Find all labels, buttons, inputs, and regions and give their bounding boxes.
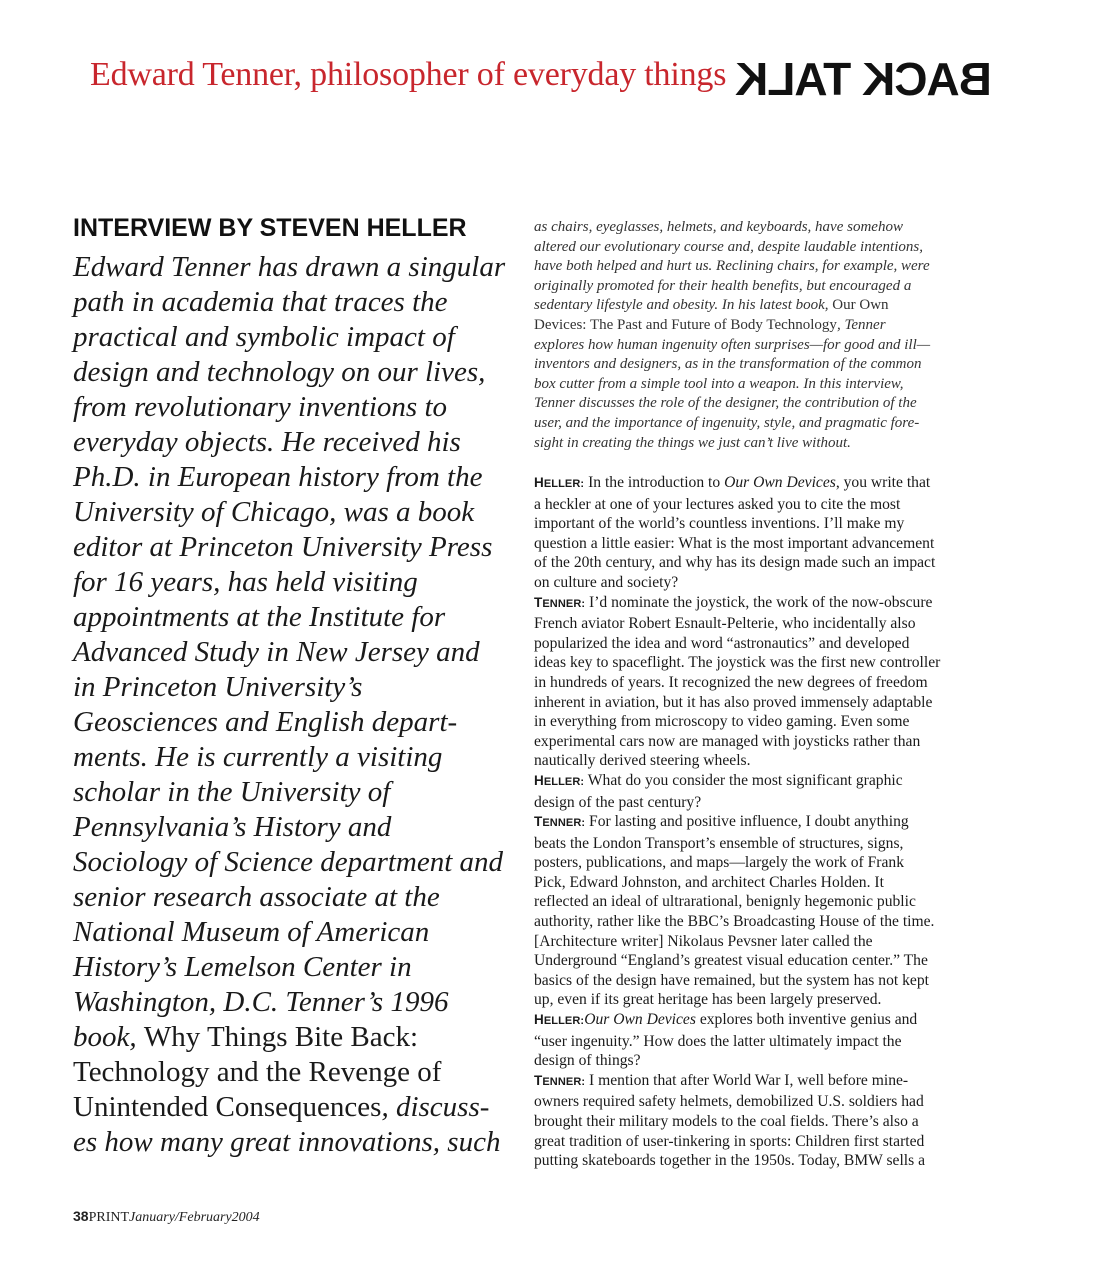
body-line [534, 473, 974, 495]
intro-text-italic: book, [73, 1021, 144, 1053]
deck-paragraph [534, 218, 969, 453]
intro-line: Pennsylvania’s History and [73, 811, 392, 843]
deck-line: explores how human ingenuity often surprises—for good and ill— [534, 336, 931, 353]
deck-line: user, and the importance of ingenuity, style, and pragmatic fore- [534, 414, 920, 431]
book-title: Unintended Consequences [73, 1091, 382, 1123]
heller-label [534, 1012, 585, 1028]
deck-line [534, 316, 969, 336]
body-line: of the 20th century, and why has its design made such an impact [534, 554, 936, 572]
deck-line: sight in creating the things we just can’t live without. [534, 434, 851, 451]
body-line: reflected an ideal of ultrarational, benignly hegemonic public [534, 893, 916, 911]
body-line: nautically derived steering wheels. [534, 752, 751, 770]
body-line: up, even if its great heritage has been largely preserved. [534, 991, 882, 1009]
speaker-rest: ELLER: [543, 1015, 585, 1028]
body-line: authority, rather like the BBC’s Broadcasting House of the time. [534, 913, 935, 931]
body-line [534, 1010, 974, 1032]
body-line: popularized the idea and word “astronautics” and developed [534, 634, 910, 652]
deck-text: , Tenner [836, 316, 886, 333]
article-title: Edward Tenner, philosopher of everyday things [90, 56, 727, 93]
heller-label [534, 772, 585, 788]
intro-line: Geosciences and English depart- [73, 706, 458, 738]
intro-line: Sociology of Science department and [73, 846, 504, 878]
deck-line: box cutter from a simple tool into a weapon. In this interview, [534, 375, 904, 392]
deck-line: as chairs, eyeglasses, helmets, and keyboards, have somehow [534, 219, 903, 235]
book-title: Why Things Bite Back: [143, 1021, 419, 1053]
heller-label [534, 475, 585, 490]
intro-line [73, 1055, 518, 1090]
intro-line: Edward Tenner has drawn a singular [73, 251, 506, 283]
body-line: a heckler at one of your lectures asked you to cite the most [534, 495, 901, 513]
body-line: Underground “England’s greatest visual education center.” The [534, 952, 928, 970]
body-text: For lasting and positive influence, I doubt anything [585, 813, 909, 831]
speaker-rest: ENNER: [542, 817, 586, 830]
book-title: Our Own [832, 297, 889, 314]
body-line: in hundreds of years. It recognized the new degrees of freedom [534, 673, 928, 691]
body-line: [Architecture writer] Nikolaus Pevsner later called the [534, 932, 873, 950]
body-line: basics of the design have remained, but the system has not kept [534, 971, 929, 989]
speaker-initial: H [534, 1012, 544, 1028]
page-number: 38 [73, 1208, 89, 1224]
intro-line: ments. He is currently a visiting [73, 741, 443, 773]
body-line: “user ingenuity.” How does the latter ultimately impact the [534, 1032, 902, 1050]
body-line: design of the past century? [534, 793, 702, 811]
body-line: in everything from microscopy to video gaming. Even some [534, 713, 910, 731]
deck-line: have both helped and hurt us. Reclining chairs, for example, were [534, 258, 930, 275]
intro-line: es how many great innovations, such [73, 1126, 501, 1158]
intro-line: for 16 years, has held visiting [73, 566, 418, 598]
intro-line: Ph.D. in European history from the [73, 461, 483, 493]
intro-line: from revolutionary inventions to [73, 391, 447, 423]
folio [73, 1208, 260, 1226]
speaker-initial: H [534, 475, 544, 490]
book-title: Technology and the Revenge of [73, 1056, 442, 1088]
deck-text: sedentary lifestyle and obesity. In his latest book, [534, 297, 833, 314]
body-line: brought their military models to the coal fields. There’s also a [534, 1113, 919, 1130]
intro-line: History’s Lemelson Center in [73, 951, 412, 983]
speaker-rest: ELLER: [543, 775, 585, 788]
body-line: inherent in aviation, but it has also proved immensely adaptable [534, 693, 933, 711]
speaker-initial: T [534, 594, 543, 610]
body-text: , you write that [835, 474, 931, 491]
intro-line [73, 1090, 518, 1125]
body-line: beats the London Transport’s ensemble of structures, signs, [534, 834, 904, 852]
deck-line [534, 296, 969, 316]
body-line: French aviator Robert Esnault-Pelterie, who incidentally also [534, 615, 916, 633]
intro-line: editor at Princeton University Press [73, 531, 493, 563]
deck-line: originally promoted for their health benefits, but encouraged a [534, 277, 912, 294]
book-title: Our Own Devices [724, 474, 836, 491]
body-line [534, 593, 974, 615]
intro-line: Washington, D.C. Tenner’s 1996 [73, 986, 449, 1018]
speaker-rest: ENNER: [542, 597, 586, 610]
intro-line: design and technology on our lives, [73, 356, 486, 388]
body-line: on culture and society? [534, 573, 679, 591]
intro-line: appointments at the Institute for [73, 601, 446, 633]
speaker-initial: T [534, 814, 543, 830]
tenner-label [534, 594, 586, 610]
body-line: Pick, Edward Johnston, and architect Charles Holden. It [534, 873, 884, 891]
deck-line: altered our evolutionary course and, despite laudable intentions, [534, 238, 923, 255]
speaker-initial: T [534, 1072, 543, 1088]
intro-line: path in academia that traces the [73, 286, 448, 318]
body-text: I mention that after World War I, well before mine- [585, 1071, 909, 1089]
body-line: ideas key to spaceflight. The joystick was the first new controller [534, 654, 941, 672]
byline: INTERVIEW BY STEVEN HELLER [73, 214, 467, 242]
body-line: design of things? [534, 1052, 641, 1070]
intro-line: in Princeton University’s [73, 671, 363, 703]
body-line [534, 1071, 974, 1093]
back-talk-logo: BACK TALK [736, 53, 992, 105]
speaker-initial: H [534, 772, 544, 788]
body-line: experimental cars now are managed with joysticks rather than [534, 732, 921, 750]
tenner-label [534, 1072, 586, 1088]
body-text: In the introduction to [584, 474, 725, 491]
issue-date: January/February2004 [129, 1210, 260, 1225]
intro-line: everyday objects. He received his [73, 426, 461, 458]
intro-line: University of Chicago, was a book [73, 496, 475, 528]
magazine-name: PRINT [88, 1210, 130, 1225]
body-text: What do you consider the most significant graphic [584, 771, 903, 789]
intro-line: senior research associate at the [73, 881, 440, 913]
book-title: Devices: The Past and Future of Body Technology [534, 316, 837, 333]
body-line: important of the world’s countless inventions. I’ll make my [534, 515, 905, 533]
intro-line: practical and symbolic impact of [73, 321, 455, 353]
deck-line: Tenner discusses the role of the designer, the contribution of the [534, 395, 917, 412]
body-text: I’d nominate the joystick, the work of the now-obscure [585, 593, 933, 611]
body-line: owners required safety helmets, demobilized U.S. soldiers had [534, 1093, 924, 1111]
intro-line: National Museum of American [73, 916, 430, 948]
body-line: putting skateboards together in the 1950s. Today, BMW sells a [534, 1152, 926, 1170]
body-line [534, 812, 974, 834]
deck-line: inventors and designers, as in the transformation of the common [534, 356, 922, 373]
tenner-label [534, 814, 586, 830]
speaker-rest: ENNER: [542, 1075, 586, 1088]
body-text: explores both inventive genius and [695, 1011, 918, 1029]
body-line [534, 771, 974, 793]
intro-line [73, 1020, 518, 1055]
intro-paragraph [73, 250, 518, 1160]
interview-body [534, 473, 974, 1171]
body-line: posters, publications, and maps—largely the work of Frank [534, 854, 904, 872]
intro-line: Advanced Study in New Jersey and [73, 636, 480, 668]
intro-line: scholar in the University of [73, 776, 391, 808]
book-title: Our Own Devices [584, 1011, 696, 1029]
body-line: great tradition of user-tinkering in sports: Children first started [534, 1132, 925, 1150]
body-line: question a little easier: What is the most important advancement [534, 534, 935, 552]
speaker-rest: ELLER: [543, 478, 585, 490]
intro-text-italic: , discuss- [381, 1091, 490, 1123]
